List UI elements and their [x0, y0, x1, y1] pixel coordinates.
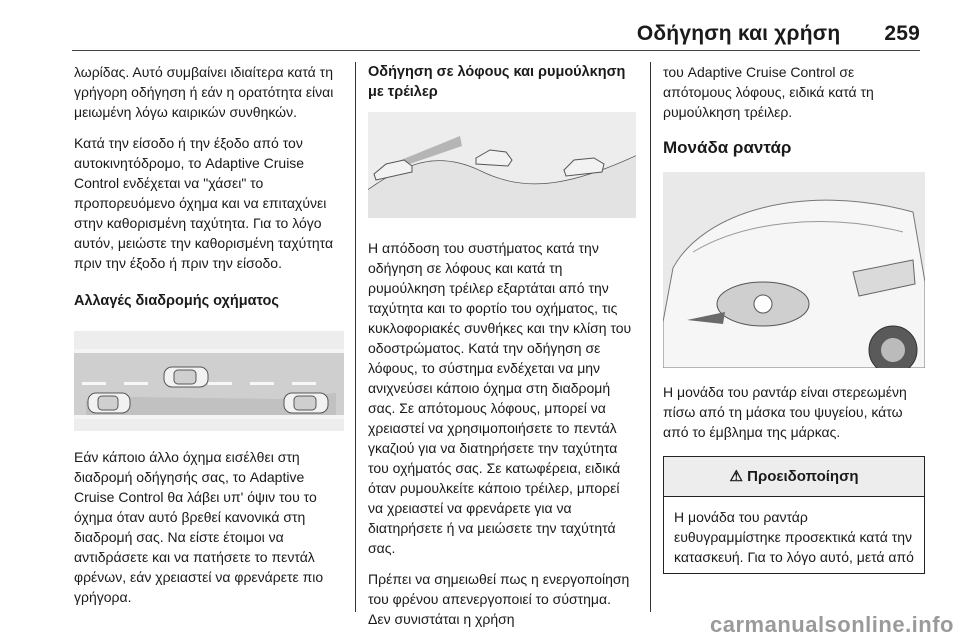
lane-change-illustration — [74, 331, 344, 431]
column-divider-1 — [355, 62, 356, 612]
col3-heading: Μονάδα ραντάρ — [663, 138, 792, 157]
col1-heading: Αλλαγές διαδρομής οχήματος — [74, 293, 279, 309]
column-1 — [74, 62, 344, 618]
col2-paragraph-1: Η απόδοση του συστήματος κατά την οδήγηση σε λόφους και κατά τη ρυμούλκηση τρέιλερ εξαρτάται από την ταχύτητα και το φορτίο του οχήματος, τις κυκλοφοριακές συνθήκες και την κλίση του οδοστρώματος. Κατά την οδήγηση σε λόφους, το σύστημα ενδέχεται να μην ανιχνεύσει κάποιο όχημα στη διαδρομή σας. Σε απότομους λόφους, μπορεί να χρειαστεί να χρησιμοποιήσετε το πεντάλ γκαζιού για να διατηρήσετε την ταχύτητα του οχήματός σας. Σε κατωφέρεια, ειδικά όταν ρυμουλκείτε κάποιο τρέιλερ, μπορεί να χρειαστεί να φρενάρετε για να διατηρήσετε ή να μειώσετε την ταχύτητά σας. — [368, 240, 632, 556]
lane-change-graphic — [74, 331, 344, 431]
brand-emblem — [754, 295, 772, 313]
warning-header — [664, 457, 924, 497]
hill-driving-graphic — [368, 112, 636, 218]
page-title: Οδήγηση και χρήση — [636, 22, 841, 45]
col3-paragraph-2: Η μονάδα του ραντάρ είναι στερεωμένη πίσω από τη μάσκα του ψυγείου, κάτω από το έμβλημα της μάρκας. — [663, 384, 907, 440]
col1-paragraph-2: Κατά την είσοδο ή την έξοδο από τον αυτοκινητόδρομο, το Adaptive Cruise Control ενδέχεται να "χάσει" το προπορευόμενο όχημα και να επιταχύνει στην καθορισμένη ταχύτητα. Για το λόγο αυτόν, μειώστε την καθορισμένη ταχύτητα πριν την έξοδο ή πριν την είσοδο. — [74, 135, 334, 271]
col2-heading: Οδήγηση σε λόφους και ρυμούλκηση με τρέιλερ — [368, 64, 626, 100]
hill-driving-illustration — [368, 112, 636, 218]
warning-box — [663, 456, 925, 574]
header-divider — [72, 50, 920, 51]
column-2 — [368, 62, 636, 640]
page-number: 259 — [884, 22, 920, 45]
own-car — [88, 393, 130, 413]
radar-unit-illustration — [663, 172, 925, 368]
col3-paragraph-1: του Adaptive Cruise Control σε απότομους λόφους, ειδικά κατά τη ρυμούλκηση τρέιλερ. — [663, 64, 874, 120]
lead-car — [284, 393, 328, 413]
col2-paragraph-2: Πρέπει να σημειωθεί πως η ενεργοποίηση του φρένου απενεργοποιεί το σύστημα. Δεν συνιστάται η χρήση — [368, 571, 630, 627]
col1-paragraph-1: λωρίδας. Αυτό συμβαίνει ιδιαίτερα κατά τη γρήγορη οδήγηση ή εάν η ορατότητα είναι μειωμένη λόγω καιρικών συνθηκών. — [74, 64, 334, 120]
radar-unit-graphic — [663, 172, 925, 368]
watermark: carmanualsonline.info — [710, 612, 954, 637]
col1-paragraph-3: Εάν κάποιο άλλο όχημα εισέλθει στη διαδρομή οδήγησής σας, το Adaptive Cruise Control θα λάβει υπ' όψιν του το όχημα όταν αυτό βρεθεί κανονικά στη διαδρομή σας. Να είστε έτοιμοι να αντιδράσετε και να πατήσετε το πεντάλ φρένων, εάν χρειαστεί να φρενάρετε πιο γρήγορα. — [74, 449, 324, 605]
merging-car — [164, 367, 208, 387]
column-divider-2 — [650, 62, 651, 612]
warning-triangle-icon: ⚠ — [729, 468, 743, 485]
warning-title: Προειδοποίηση — [747, 468, 859, 485]
column-3 — [663, 62, 925, 574]
hill-car-2 — [476, 150, 512, 166]
warning-body: Η μονάδα του ραντάρ ευθυγραμμίστηκε προσεκτικά κατά την κατασκευή. Για το λόγο αυτό, μετά από — [674, 509, 914, 565]
